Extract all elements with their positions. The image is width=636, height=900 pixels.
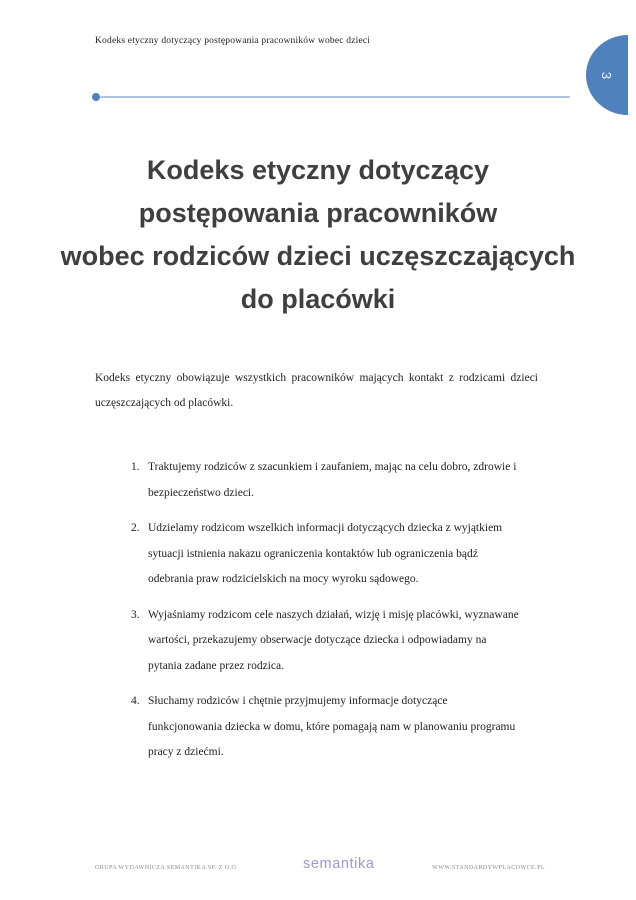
- list-item: [131, 603, 523, 680]
- list-item-text: Traktujemy rodziców z szacunkiem i zaufaniem, mając na celu dobro, zdrowie i bezpieczeństwo dzieci.: [148, 461, 517, 499]
- page-number: 3: [599, 71, 615, 79]
- list-item-text: Wyjaśniamy rodzicom cele naszych działań, wizję i misję placówki, wyznawane wartości, przekazujemy obserwacje dotyczące dziecka i odpowiadamy na pytania zadane przez rodzica.: [148, 608, 519, 672]
- list-item-number: 2.: [131, 522, 140, 534]
- list-item-text: Słuchamy rodziców i chętnie przyjmujemy informacje dotyczące funkcjonowania dziecka w domu, które pomagają nam w planowaniu programu pracy z dziećmi.: [148, 695, 516, 758]
- header-rule-dot-icon: [92, 93, 100, 101]
- document-title-line-4: do placówki: [240, 284, 396, 314]
- list-item-number: 1.: [131, 461, 140, 473]
- document-title-line-2: postępowania pracowników: [138, 198, 498, 228]
- list-item-number: 3.: [131, 608, 140, 621]
- publisher-logo: semantika: [303, 856, 375, 872]
- list-item: [131, 455, 523, 506]
- list-item: [131, 689, 523, 766]
- list-item-text: Udzielamy rodzicom wszelkich informacji dotyczących dziecka z wyjątkiem sytuacji istnienia nakazu ograniczenia kontaktów lub ograniczenia bądź odebrania praw rodzicielskich na mocy wyroku sądowego.: [148, 522, 503, 585]
- footer-website: WWW.STANDARDYWPLACOWCE.PL: [432, 865, 545, 871]
- document-title-line-1: Kodeks etyczny dotyczący: [146, 155, 490, 185]
- running-header: Kodeks etyczny dotyczący postępowania pracowników wobec dzieci: [95, 36, 371, 46]
- document-title-line-3: wobec rodziców dzieci uczęszczających: [60, 241, 576, 271]
- header-rule-line: [100, 96, 570, 98]
- footer-company-name: GRUPA WYDAWNICZA SEMANTIKA SP. Z O.O.: [95, 865, 239, 871]
- page-number-badge: [586, 35, 628, 115]
- list-item-number: 4.: [131, 695, 140, 707]
- document-title: [0, 149, 636, 321]
- numbered-list: [131, 455, 523, 776]
- intro-paragraph: Kodeks etyczny obowiązuje wszystkich pracowników mających kontakt z rodzicami dzieci uczęszczających od placówki.: [95, 372, 538, 409]
- list-item: [131, 516, 523, 593]
